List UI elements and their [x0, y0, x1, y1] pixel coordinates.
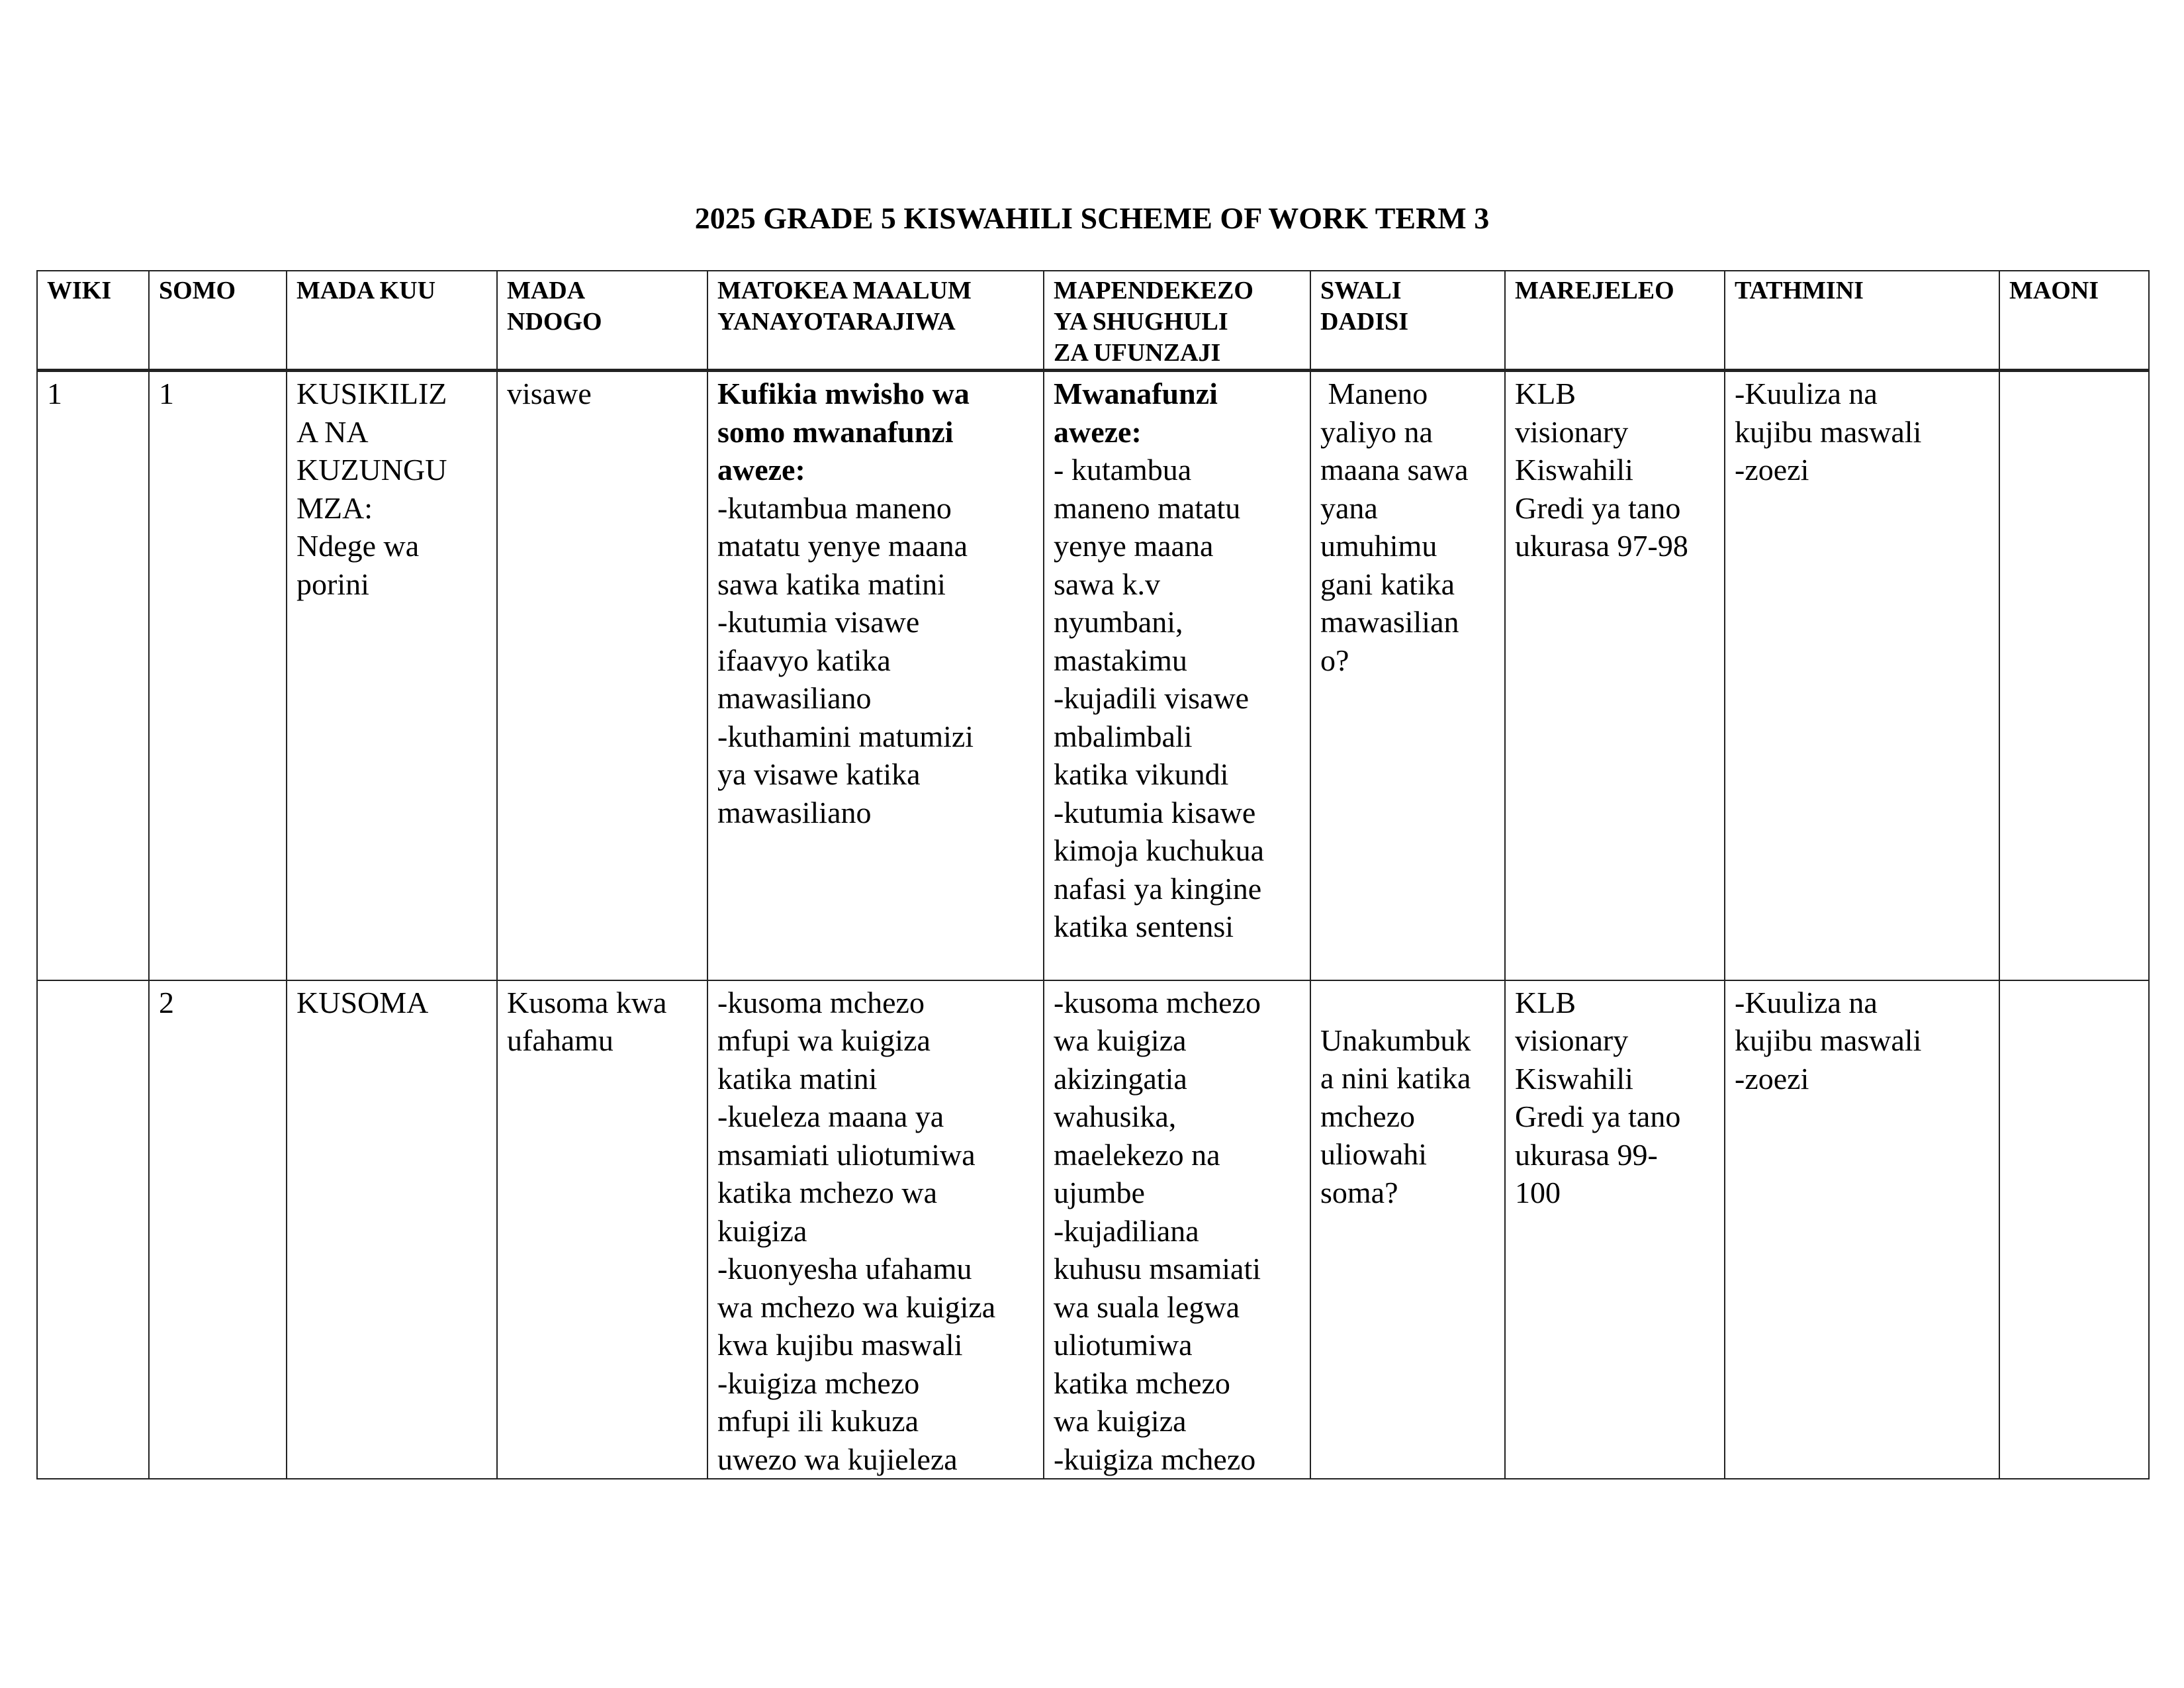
- cell-mada-ndogo: [497, 980, 707, 1479]
- text-line: wa kuigiza: [1054, 1023, 1187, 1057]
- cell-tathmini: [1725, 980, 1999, 1479]
- text-line: a nini katika: [1320, 1061, 1471, 1095]
- text-line: Maneno: [1320, 377, 1428, 410]
- text-line: maana sawa: [1320, 453, 1469, 487]
- text-line: -kuigiza mchezo: [717, 1366, 920, 1400]
- text-line: umuhimu: [1320, 529, 1437, 563]
- text-line: somo mwanafunzi: [717, 414, 954, 449]
- cell-matokea: [707, 980, 1044, 1479]
- text-line: yana: [1320, 491, 1378, 525]
- text-line: mchezo: [1320, 1099, 1416, 1133]
- cell-somo: [149, 980, 287, 1479]
- text-line: TATHMINI: [1735, 277, 1864, 305]
- text-line: aweze:: [717, 453, 805, 487]
- text-line: Gredi ya tano: [1515, 1100, 1681, 1133]
- text-line: MAONI: [2009, 277, 2099, 305]
- header-swali-dadisi: [1310, 271, 1505, 371]
- cell-mapendekezo: [1044, 371, 1310, 980]
- cell-marejeleo: [1505, 980, 1725, 1479]
- text-line: mastakimu: [1054, 643, 1187, 677]
- text-line: Kiswahili: [1515, 453, 1633, 487]
- text-line: Gredi ya tano: [1515, 491, 1681, 525]
- page-title: 2025 GRADE 5 KISWAHILI SCHEME OF WORK TERM 3: [694, 201, 1490, 235]
- text-line: Kiswahili: [1515, 1061, 1633, 1096]
- cell-mada-kuu: [287, 371, 497, 980]
- text-line: MAREJELEO: [1515, 277, 1674, 305]
- text-line: kwa kujibu maswali: [717, 1328, 963, 1362]
- text-line: Kufikia mwisho wa: [717, 377, 970, 410]
- header-mada-ndogo: [497, 271, 707, 371]
- text-line: sawa katika matini: [717, 567, 946, 601]
- text-line: msamiati uliotumiwa: [717, 1137, 976, 1172]
- text-line: mawasiliano: [717, 681, 872, 715]
- text-line: MATOKEA MAALUM: [717, 277, 972, 305]
- text-line: KLB: [1515, 985, 1576, 1019]
- mapendekezo-list: [1054, 984, 1300, 1479]
- text-line: wahusika,: [1054, 1100, 1177, 1133]
- table-row: [37, 371, 2149, 980]
- text-line: -kusoma mchezo: [1054, 985, 1261, 1019]
- text-line: maneno matatu: [1054, 491, 1241, 525]
- text-line: kujibu maswali: [1735, 414, 1922, 449]
- text-line: kimoja kuchukua: [1054, 833, 1265, 867]
- text-line: MADA KUU: [296, 277, 436, 305]
- text-line: wa mchezo wa kuigiza: [717, 1289, 996, 1324]
- text-line: uliotumiwa: [1054, 1328, 1193, 1362]
- header-tathmini: [1725, 271, 1999, 371]
- cell-mada-kuu: [287, 980, 497, 1479]
- text-line: katika vikundi: [1054, 757, 1229, 791]
- text-line: 1: [159, 377, 174, 410]
- scheme-of-work-table: [36, 270, 2150, 1479]
- cell-marejeleo: [1505, 371, 1725, 980]
- text-line: uliowahi: [1320, 1137, 1427, 1171]
- cell-mapendekezo: [1044, 980, 1310, 1479]
- text-line: katika mchezo: [1054, 1366, 1230, 1400]
- text-line: WIKI: [47, 277, 112, 305]
- text-line: MZA:: [296, 491, 373, 525]
- text-line: -kusoma mchezo: [717, 985, 925, 1019]
- text-line: mawasilian: [1320, 605, 1459, 639]
- text-line: Mwanafunzi: [1054, 377, 1218, 410]
- text-line: - kutambua: [1054, 453, 1192, 487]
- matokea-list: [717, 984, 1034, 1479]
- cell-wiki: [37, 980, 149, 1479]
- text-line: mawasiliano: [717, 795, 872, 829]
- text-line: kujibu maswali: [1735, 1023, 1922, 1057]
- header-somo: [149, 271, 287, 371]
- text-line: matatu yenye maana: [717, 529, 968, 563]
- text-line: -Kuuliza na: [1735, 377, 1878, 410]
- cell-somo: [149, 371, 287, 980]
- text-line: kuigiza: [717, 1213, 807, 1248]
- text-line: -kutambua maneno: [717, 491, 952, 525]
- text-line: visawe: [507, 377, 592, 410]
- swali-text: [1320, 1021, 1495, 1212]
- text-line: 1: [47, 377, 62, 410]
- text-line: MAPENDEKEZO: [1054, 277, 1253, 305]
- text-line: -kujadili visawe: [1054, 681, 1250, 715]
- header-mapendekezo: [1044, 271, 1310, 371]
- text-line: wa suala legwa: [1054, 1289, 1240, 1324]
- text-line: mfupi ili kukuza: [717, 1404, 919, 1438]
- header-marejeleo: [1505, 271, 1725, 371]
- text-line: -Kuuliza na: [1735, 985, 1878, 1019]
- text-line: KUSIKILIZ: [296, 377, 447, 410]
- text-line: -zoezi: [1735, 453, 1809, 487]
- text-line: MADA: [507, 277, 586, 305]
- text-line: mbalimbali: [1054, 719, 1193, 753]
- text-line: sawa k.v: [1054, 567, 1160, 601]
- text-line: soma?: [1320, 1175, 1398, 1209]
- text-line: KUZUNGU: [296, 453, 447, 487]
- text-line: YA SHUGHULI: [1054, 308, 1228, 336]
- text-line: ufahamu: [507, 1023, 614, 1057]
- text-line: porini: [296, 567, 369, 601]
- table-row: [37, 980, 2149, 1479]
- text-line: wa kuigiza: [1054, 1404, 1187, 1438]
- text-line: katika matini: [717, 1061, 878, 1096]
- text-line: nyumbani,: [1054, 605, 1183, 639]
- cell-swali-dadisi: [1310, 371, 1505, 980]
- text-line: katika mchezo wa: [717, 1176, 938, 1209]
- text-line: SWALI: [1320, 277, 1402, 305]
- header-row: [37, 271, 2149, 371]
- cell-wiki: [37, 371, 149, 980]
- text-line: aweze:: [1054, 414, 1142, 449]
- text-line: ZA UFUNZAJI: [1054, 339, 1221, 367]
- mapendekezo-list: [1054, 451, 1300, 946]
- text-line: uwezo wa kujieleza: [717, 1442, 958, 1476]
- text-line: KUSOMA: [296, 985, 429, 1019]
- text-line: 2: [159, 985, 174, 1019]
- text-line: YANAYOTARAJIWA: [717, 308, 956, 336]
- text-line: -kujadiliana: [1054, 1213, 1199, 1248]
- text-line: ukurasa 97-98: [1515, 529, 1688, 563]
- text-line: ukurasa 99-: [1515, 1137, 1658, 1172]
- matokea-list: [717, 489, 1034, 832]
- text-line: kuhusu msamiati: [1054, 1252, 1261, 1286]
- text-line: katika sentensi: [1054, 910, 1234, 943]
- text-line: yaliyo na: [1320, 414, 1433, 449]
- cell-mada-ndogo: [497, 371, 707, 980]
- text-line: ujumbe: [1054, 1176, 1145, 1209]
- text-line: 100: [1515, 1176, 1561, 1209]
- text-line: ifaavyo katika: [717, 643, 891, 677]
- cell-tathmini: [1725, 371, 1999, 980]
- text-line: -kuigiza mchezo: [1054, 1442, 1256, 1476]
- spacer: [1320, 984, 1495, 1021]
- text-line: gani katika: [1320, 567, 1455, 601]
- mapendekezo-intro: [1054, 375, 1300, 451]
- text-line: Ndege wa: [296, 529, 420, 563]
- cell-swali-dadisi: [1310, 980, 1505, 1479]
- text-line: visionary: [1515, 1023, 1629, 1057]
- text-line: SOMO: [159, 277, 236, 305]
- matokea-intro: [717, 375, 1034, 489]
- cell-matokea: [707, 371, 1044, 980]
- text-line: visionary: [1515, 414, 1629, 449]
- text-line: ya visawe katika: [717, 757, 921, 791]
- text-line: -kuonyesha ufahamu: [717, 1252, 972, 1286]
- header-matokea: [707, 271, 1044, 371]
- text-line: o?: [1320, 643, 1349, 677]
- text-line: mfupi wa kuigiza: [717, 1023, 931, 1057]
- text-line: KLB: [1515, 377, 1576, 410]
- header-mada-kuu: [287, 271, 497, 371]
- cell-maoni: [1999, 371, 2149, 980]
- text-line: yenye maana: [1054, 529, 1214, 563]
- cell-maoni: [1999, 980, 2149, 1479]
- text-line: -kutumia kisawe: [1054, 795, 1256, 829]
- header-wiki: [37, 271, 149, 371]
- text-line: NDOGO: [507, 308, 602, 336]
- text-line: -kutumia visawe: [717, 605, 920, 639]
- text-line: akizingatia: [1054, 1061, 1187, 1096]
- header-maoni: [1999, 271, 2149, 371]
- text-line: Kusoma kwa: [507, 985, 667, 1019]
- text-line: nafasi ya kingine: [1054, 871, 1262, 906]
- text-line: -zoezi: [1735, 1061, 1809, 1096]
- text-line: Unakumbuk: [1320, 1023, 1471, 1057]
- text-line: A NA: [296, 414, 369, 449]
- text-line: -kueleza maana ya: [717, 1100, 944, 1133]
- text-line: DADISI: [1320, 308, 1409, 336]
- text-line: -kuthamini matumizi: [717, 719, 974, 753]
- text-line: maelekezo na: [1054, 1137, 1220, 1172]
